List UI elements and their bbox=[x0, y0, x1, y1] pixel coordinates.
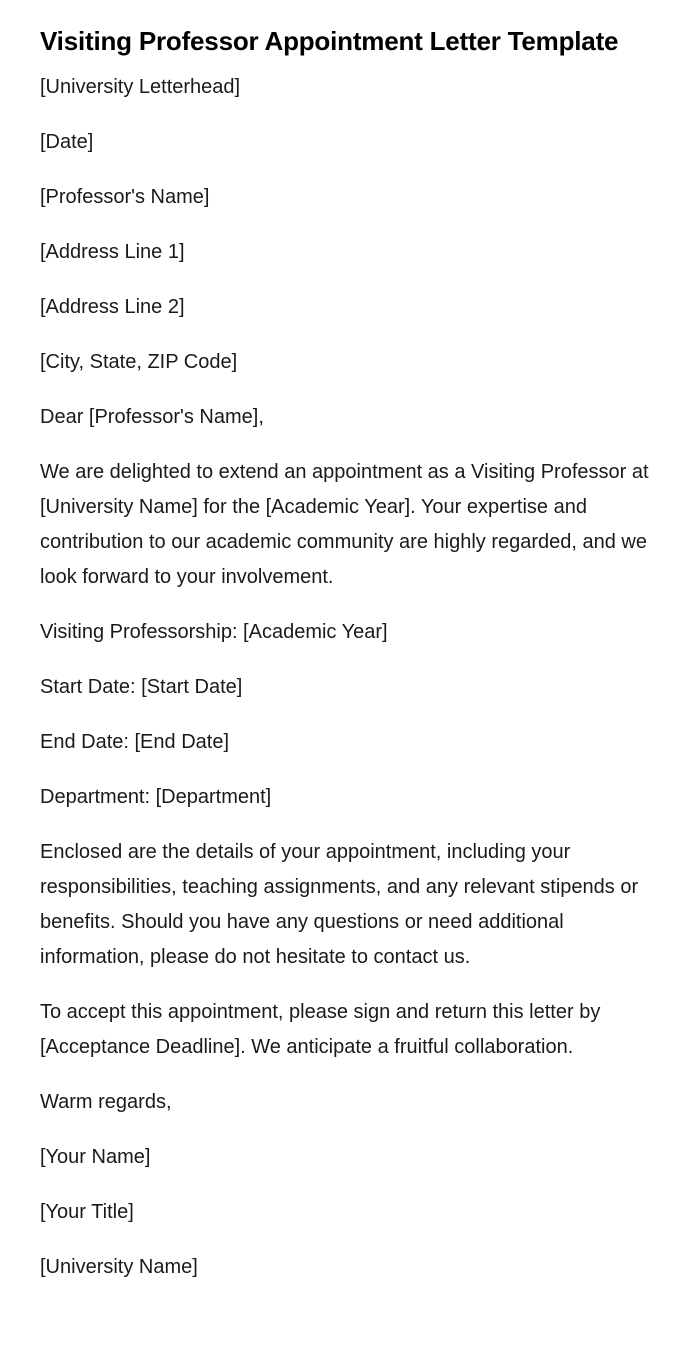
closing: Warm regards, bbox=[40, 1091, 172, 1113]
sender-name: [Your Name] bbox=[40, 1146, 151, 1168]
letterhead: [University Letterhead] bbox=[40, 76, 241, 98]
intro-paragraph: We are delighted to extend an appointment as a Visiting Professor at [University Name] for the [Academic Year]. Your expertise and contribution to our academic community are highly regarded, and we look forward to your involvement. bbox=[40, 461, 649, 588]
letter-date: [Date] bbox=[40, 131, 94, 153]
details-paragraph: Enclosed are the details of your appointment, including your responsibilities, teaching assignments, and any relevant stipends or benefits. Should you have any questions or need additional information, please do not hesitate to contact us. bbox=[40, 841, 639, 968]
document-title: Visiting Professor Appointment Letter Template bbox=[40, 26, 619, 56]
acceptance-paragraph: To accept this appointment, please sign and return this letter by [Acceptance Deadline]. We anticipate a fruitful collaboration. bbox=[40, 1001, 601, 1058]
recipient-name: [Professor's Name] bbox=[40, 186, 210, 208]
sender-university: [University Name] bbox=[40, 1256, 198, 1278]
salutation: Dear [Professor's Name], bbox=[40, 406, 264, 428]
start-date-line: Start Date: [Start Date] bbox=[40, 676, 243, 698]
address-line-1: [Address Line 1] bbox=[40, 241, 185, 263]
city-state-zip: [City, State, ZIP Code] bbox=[40, 351, 238, 373]
department-line: Department: [Department] bbox=[40, 786, 272, 808]
address-line-2: [Address Line 2] bbox=[40, 296, 185, 318]
end-date-line: End Date: [End Date] bbox=[40, 731, 230, 753]
sender-title: [Your Title] bbox=[40, 1201, 134, 1223]
professorship-line: Visiting Professorship: [Academic Year] bbox=[40, 621, 388, 643]
